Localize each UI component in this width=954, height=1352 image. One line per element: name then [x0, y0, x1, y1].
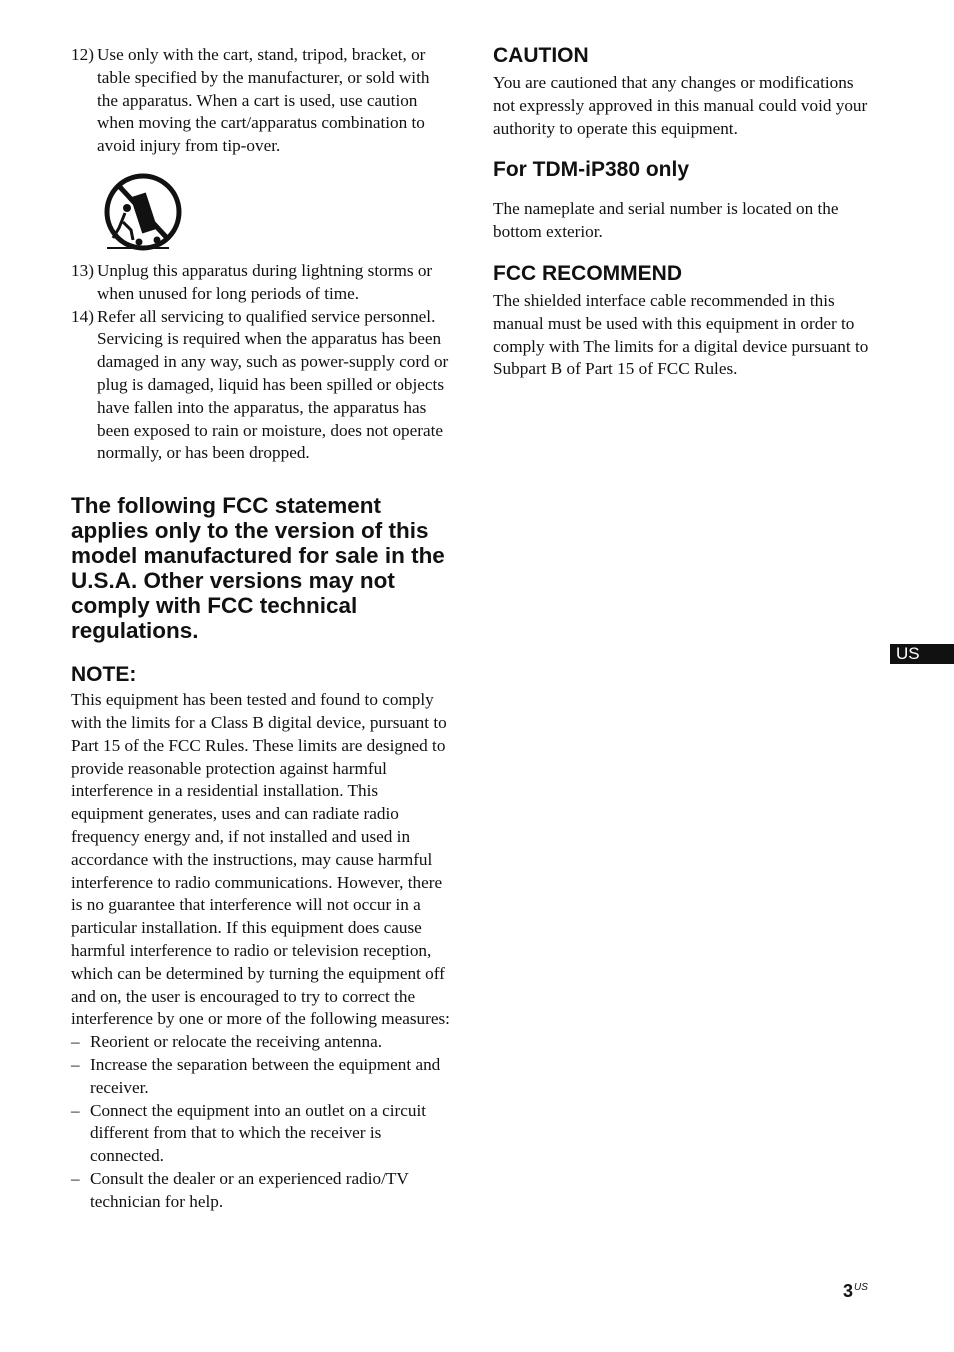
item-number: 12)	[71, 45, 94, 64]
measure-item: – Reorient or relocate the receiving antenna.	[71, 1031, 451, 1054]
measure-item: – Connect the equipment into an outlet on a circuit different from that to which the receiver is connected.	[71, 1100, 451, 1168]
cart-tip-over-warning-icon	[103, 172, 183, 254]
note-body: This equipment has been tested and found to comply with the limits for a Class B digital device, pursuant to Part 15 of the FCC Rules. These limits are designed to provide reasonable protection against harmful interference in a residential installation. This equipment generates, uses and can radiate radio frequency energy and, if not installed and used in accordance with the instructions, may cause harmful interference to radio communications. However, there is no guarantee that interference will not occur in a particular installation. If this equipment does cause harmful interference to radio or television reception, which can be determined by turning the equipment off and on, the user is encouraged to try to correct the interference by one or more of the following measures:	[71, 690, 450, 1029]
item-text: Unplug this apparatus during lightning storms or when unused for long periods of time.	[97, 260, 433, 303]
model-heading: For TDM-iP380 only	[493, 158, 690, 182]
page-number-value: 3	[843, 1281, 854, 1301]
caution-body: You are cautioned that any changes or modifications not expressly approved in this manual could void your authority to operate this equipment.	[493, 73, 868, 138]
note-heading: NOTE:	[71, 663, 137, 687]
list-item	[71, 306, 451, 466]
fcc-recommend-heading: FCC RECOMMEND	[493, 261, 682, 285]
measure-item: – Consult the dealer or an experienced radio/TV technician for help.	[71, 1168, 451, 1214]
item-text: Use only with the cart, stand, tripod, bracket, or table specified by the manufacturer, or sold with the apparatus. When a cart is used, use caution when moving the cart/apparatus combination to avoid injury from tip-over.	[97, 45, 430, 156]
item-number: 14)	[71, 306, 94, 326]
left-column	[71, 44, 451, 1213]
right-column	[493, 44, 873, 381]
measure-item: – Increase the separation between the equipment and receiver.	[71, 1054, 451, 1100]
item-text: Refer all servicing to qualified service personnel. Servicing is required when the apparatus has been damaged in any way, such as power-supply cord or plug is damaged, liquid has been spilled or objects have fallen into the apparatus, the apparatus has been exposed to rain or moisture, does not operate normally, or has been dropped.	[97, 306, 449, 463]
fcc-recommend-body: The shielded interface cable recommended in this manual must be used with this equipment in order to comply with The limits for a digital device pursuant to Subpart B of Part 15 of FCC Rules.	[493, 290, 869, 379]
page-number-suffix: US	[854, 1282, 868, 1293]
measures-list	[71, 1031, 451, 1213]
list-item	[71, 260, 451, 306]
list-item	[71, 44, 451, 158]
language-tab: US	[890, 644, 954, 664]
caution-heading: CAUTION	[493, 44, 589, 67]
model-body: The nameplate and serial number is located on the bottom exterior.	[493, 199, 839, 242]
fcc-statement-heading: The following FCC statement applies only to the version of this model manufactured for sale in the U.S.A. Other versions may not comply with FCC technical regulations.	[71, 493, 445, 644]
item-number: 13)	[71, 260, 94, 280]
page-number	[843, 1281, 868, 1302]
